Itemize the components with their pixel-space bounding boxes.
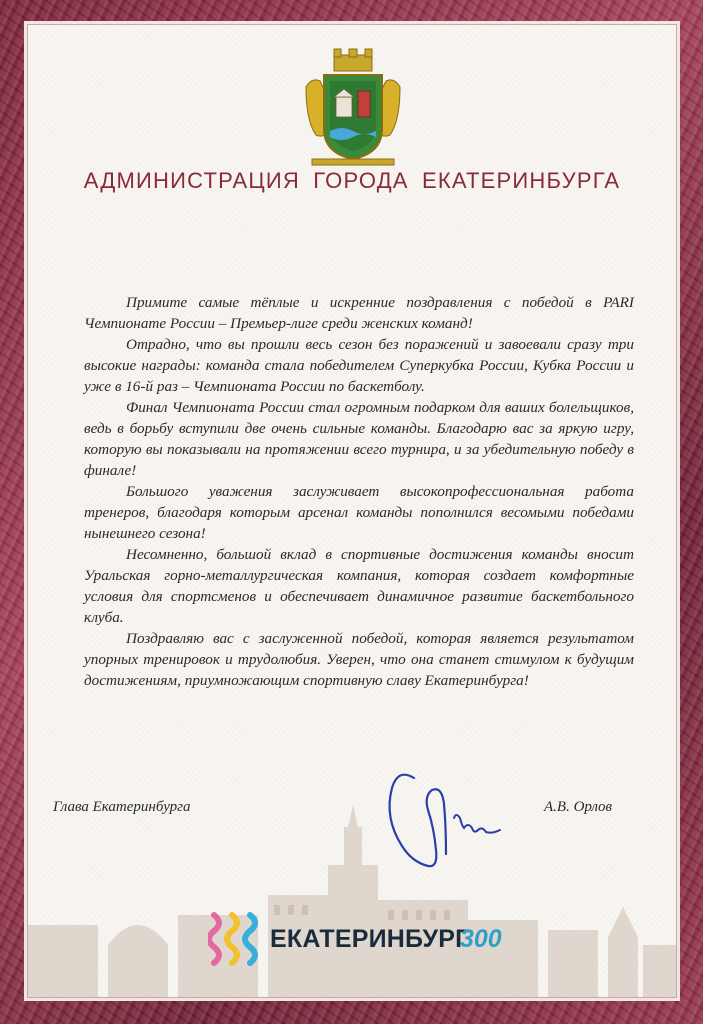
signatory-name: А.В. Орлов — [544, 799, 613, 815]
letter-paragraph: Отрадно, что вы прошли весь сезон без поражений и завоевали сразу три высокие награды: команда стала победителем Суперкубка России, Кубка России и уже в 16-й раз – Чемпионата России по баскетболу. — [84, 336, 634, 395]
letter-paragraph: Несомненно, большой вклад в спортивные достижения команды вносит Уральская горно-металлургическая компания, которая создает комфортные условия для спортсменов и обеспечивает динамичное развитие баскетбольного клуба. — [84, 546, 634, 626]
letter-paragraph: Примите самые тёплые и искренние поздравления с победой в PARI Чемпионате России – Премьер-лиге среди женских команд! — [84, 294, 634, 332]
ekaterinburg-300-mark-icon — [208, 911, 260, 967]
signatory-position: Глава Екатеринбурга — [53, 799, 191, 815]
letter-body — [84, 292, 634, 691]
brand-wordmark: ЕКАТЕРИНБУРГ — [270, 925, 470, 953]
letter-paragraph: Поздравляю вас с заслуженной победой, которая является результатом упорных тренировок и трудолюбия. Уверен, что она станет стимулом к будущим достижениям, приумножающим спортивную славу Екатеринбурга! — [84, 630, 634, 689]
letter-paragraph: Финал Чемпионата России стал огромным подарком для ваших болельщиков, ведь в борьбу вступили две очень сильные команды. Благодарю вас за яркую игру, которую вы показывали на протяжении всего турнира, и за убедительную победу в финале! — [84, 399, 634, 479]
letter-sheet — [28, 25, 676, 997]
city-skyline-watermark — [28, 805, 676, 997]
brand-anniversary-number: 300 — [460, 925, 502, 953]
letter-paragraph: Большого уважения заслуживает высокопрофессиональная работа тренеров, благодаря которым арсенал команды пополнился весомыми победами нынешнего сезона! — [84, 483, 634, 542]
ekaterinburg-300-logo — [208, 911, 508, 967]
handwritten-signature — [366, 760, 526, 870]
organization-header: АДМИНИСТРАЦИЯ ГОРОДА ЕКАТЕРИНБУРГА — [83, 168, 621, 193]
coat-of-arms-icon — [298, 47, 408, 172]
